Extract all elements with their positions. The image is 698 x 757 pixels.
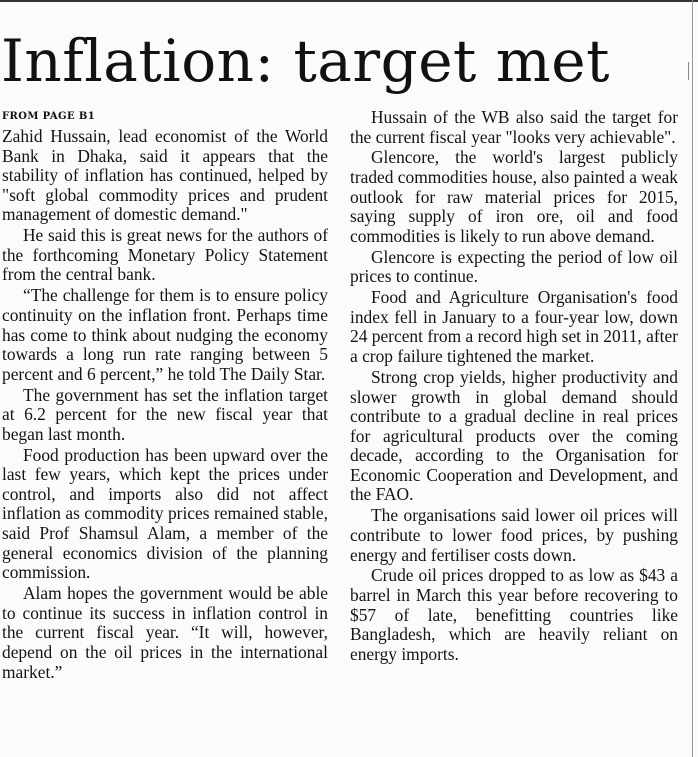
paragraph: Hussain of the WB also said the target for the current fiscal year "looks very achievable".: [350, 107, 678, 147]
adjacent-column-edge: [688, 62, 695, 80]
continuation-kicker: FROM PAGE B1: [2, 111, 96, 122]
paragraph: The organisations said lower oil prices will contribute to lower food prices, by pushing energy and fertiliser costs down.: [350, 505, 678, 565]
paragraph: Food and Agriculture Organisation's food index fell in January to a four-year low, down 24 percent from a record high set in 2011, after a crop failure tightened the market.: [350, 287, 678, 367]
paragraph: Strong crop yields, higher productivity and slower growth in global demand should contribute to a gradual decline in real prices for agricultural products over the coming decade, according to the Organisation for Economic Cooperation and Development, and the FAO.: [350, 366, 678, 505]
top-rule: [0, 0, 698, 2]
paragraph: The government has set the inflation target at 6.2 percent for the new fiscal year that began last month.: [2, 384, 328, 444]
paragraph: Food production has been upward over the last few years, which kept the prices under control, and imports also did not affect inflation as commodity prices remained stable, said Prof Shamsul Alam, a member of the general economics division of the planning commission.: [2, 444, 328, 583]
paragraph: Crude oil prices dropped to as low as $43 a barrel in March this year before recovering to $57 of late, benefitting countries like Bangladesh, which are heavily reliant on energy imports.: [350, 565, 678, 664]
paragraph: He said this is great news for the authors of the forthcoming Monetary Policy Statement from the central bank.: [2, 225, 328, 285]
right-edge-rule: [692, 0, 693, 757]
paragraph: Zahid Hussain, lead economist of the World Bank in Dhaka, said it appears that the stability of inflation has continued, helped by "soft global commodity prices and prudent management of domestic demand.": [2, 126, 328, 225]
paragraph: Alam hopes the government would be able to continue its success in inflation control in the current fiscal year. “It will, however, depend on the oil prices in the international market.”: [2, 583, 328, 682]
left-column: [2, 127, 328, 683]
headline: Inflation: target met: [1, 27, 610, 95]
right-column: [350, 108, 678, 666]
paragraph: “The challenge for them is to ensure policy continuity on the inflation front. Perhaps time has come to think about nudging the economy towards a long run rate ranging between 5 percent and 6 percent,” he told The Daily Star.: [2, 285, 328, 384]
paragraph: Glencore is expecting the period of low oil prices to continue.: [350, 246, 678, 287]
paragraph: Glencore, the world's largest publicly traded commodities house, also painted a weak outlook for raw material prices for 2015, saying supply of iron ore, oil and food commodities is likely to run above demand.: [350, 147, 678, 246]
